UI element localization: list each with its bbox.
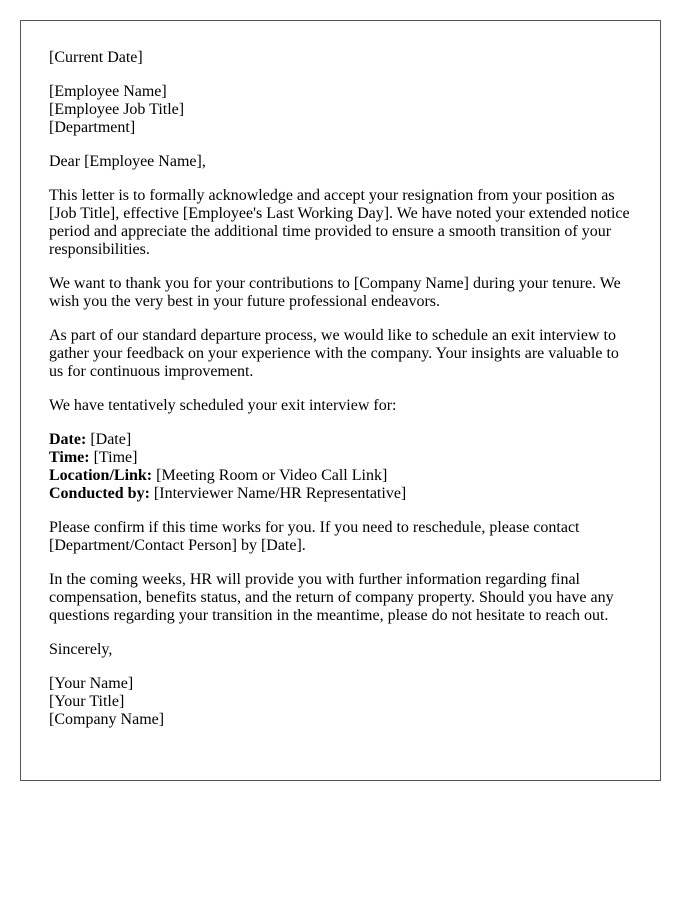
sender-title: [Your Title] [49,693,125,710]
sender-name: [Your Name] [49,675,134,692]
letter-document [20,20,661,781]
recipient-block [49,83,632,137]
body-paragraph: As part of our standard departure process, we would like to schedule an exit interview to gather your feedback on your experience with the company. Your insights are valuable to us for continuous improvement. [49,327,619,380]
interview-details [49,431,632,503]
detail-location [49,467,632,485]
detail-label: Conducted by: [49,485,150,502]
current-date: [Current Date] [49,49,143,66]
detail-time [49,449,632,467]
detail-label: Time: [49,449,90,466]
body-paragraph: We want to thank you for your contributions to [Company Name] during your tenure. We wish you the very best in your future professional endeavors. [49,275,621,310]
body-paragraph: Please confirm if this time works for you. If you need to reschedule, please contact [Department/Contact Person] by [Date]. [49,519,580,554]
signature-block [49,675,632,729]
detail-value: [Time] [89,449,138,466]
closing: Sincerely, [49,641,113,658]
body-paragraph: In the coming weeks, HR will provide you with further information regarding final compensation, benefits status, and the return of company property. Should you have any questions regarding your transition in the meantime, please do not hesitate to reach out. [49,571,614,624]
body-paragraph: This letter is to formally acknowledge and accept your resignation from your position as [Job Title], effective [Employee's Last Working Day]. We have noted your extended notice period and appreciate the additional time provided to ensure a smooth transition of your responsibilities. [49,187,630,258]
detail-conducted-by [49,485,632,503]
detail-label: Location/Link: [49,467,153,484]
body-paragraph: We have tentatively scheduled your exit interview for: [49,397,397,414]
detail-label: Date: [49,431,87,448]
recipient-job-title: [Employee Job Title] [49,101,185,118]
detail-value: [Meeting Room or Video Call Link] [152,467,388,484]
salutation: Dear [Employee Name], [49,153,206,170]
detail-date [49,431,632,449]
sender-company: [Company Name] [49,711,165,728]
recipient-name: [Employee Name] [49,83,167,100]
recipient-department: [Department] [49,119,136,136]
detail-value: [Date] [86,431,132,448]
detail-value: [Interviewer Name/HR Representative] [149,485,407,502]
